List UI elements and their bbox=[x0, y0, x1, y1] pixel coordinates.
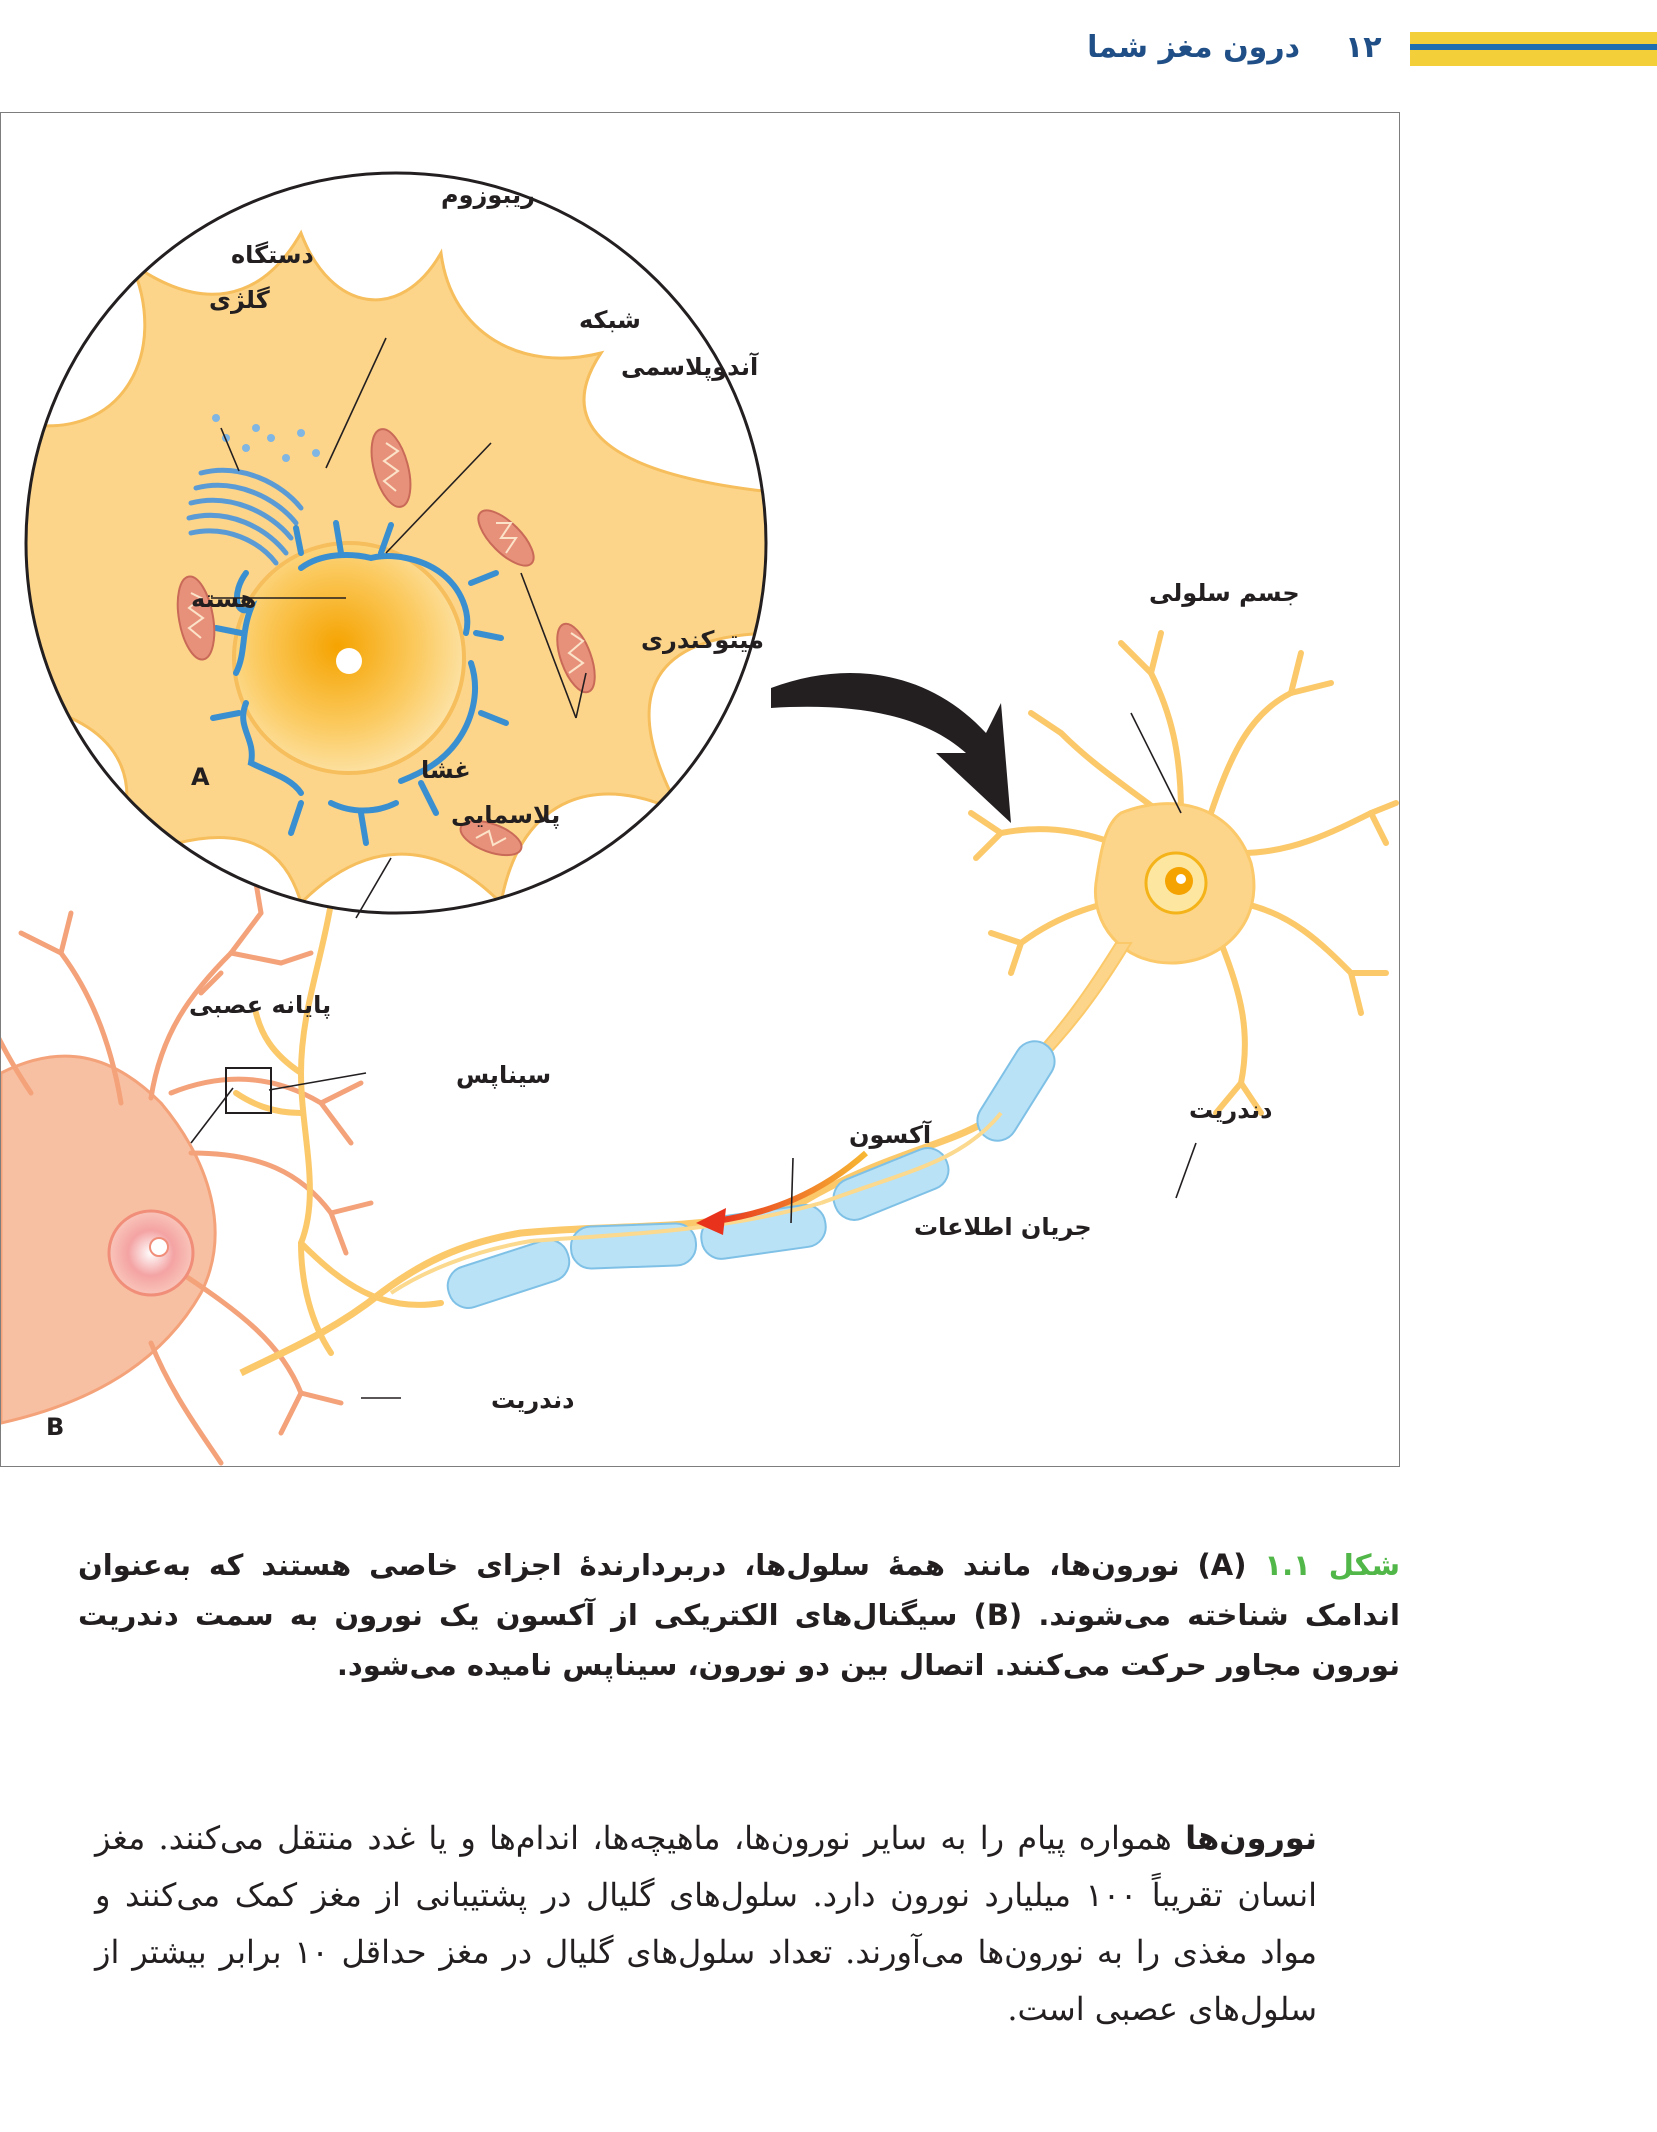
label-mitochondria: میتوکندری bbox=[641, 626, 764, 654]
body-lead-term: نورون‌ها bbox=[1185, 1819, 1317, 1857]
body-text: همواره پیام را به سایر نورون‌ها، ماهیچه‌ها، اندام‌ها و یا غدد منتقل می‌کنند. مغز انسان تقریباً ١٠٠ میلیارد نورون دارد. سلول‌های گلیال در پشتیبانی از مغز کمک می‌کنند و مواد مغذی را به نورون‌ها می‌آورند. تعداد سلول‌های گلیال در مغز حداقل ١٠ برابر بیشتر از سلول‌های عصبی است. bbox=[95, 1819, 1318, 2028]
neuron-illustration bbox=[1, 113, 1400, 1467]
label-synapse: سیناپس bbox=[456, 1061, 552, 1089]
label-golgi-2: گلژی bbox=[209, 286, 270, 314]
caption-label: شکل ١.١ bbox=[1264, 1548, 1400, 1582]
label-er-2: آندوپلاسمی bbox=[621, 353, 759, 381]
body-paragraph bbox=[95, 1810, 1317, 2038]
neuron-figure bbox=[0, 112, 1400, 1467]
running-title: درون مغز شما bbox=[1087, 30, 1300, 65]
label-membrane-1: غشا bbox=[421, 756, 471, 784]
label-dendrite-left: دندریت bbox=[491, 1386, 575, 1414]
label-nerve-terminal: پایانه عصبی bbox=[189, 991, 332, 1019]
page-number: ١٢ bbox=[1345, 30, 1382, 65]
label-membrane-2: پلاسمایی bbox=[451, 801, 561, 829]
label-golgi-1: دستگاه bbox=[231, 241, 314, 269]
label-info-flow: جریان اطلاعات bbox=[914, 1213, 1092, 1241]
caption-text: (A) نورون‌ها، مانند همهٔ سلول‌ها، دربردارندهٔ اجزای خاصی هستند که به‌عنوان اندامک شناخته می‌شوند. (B) سیگنال‌های الکتریکی از آکسون یک نورون به سمت دندریت نورون مجاور حرکت می‌کنند. اتصال بین دو نورون، سیناپس نامیده می‌شود. bbox=[78, 1548, 1400, 1682]
panel-letter-a: A bbox=[191, 763, 210, 791]
label-er-1: شبکه bbox=[579, 306, 641, 334]
label-axon: آکسون bbox=[849, 1121, 932, 1149]
label-dendrite-right: دندریت bbox=[1189, 1096, 1273, 1124]
magnification-arrow bbox=[771, 673, 1011, 823]
label-cell-body: جسم سلولی bbox=[1149, 579, 1300, 607]
panel-letter-b: B bbox=[46, 1413, 65, 1441]
label-nucleus: هسته bbox=[191, 585, 257, 613]
figure-caption bbox=[78, 1540, 1400, 1690]
label-ribosome: ریبوزوم bbox=[441, 181, 535, 209]
header-blue-line bbox=[1410, 44, 1657, 50]
